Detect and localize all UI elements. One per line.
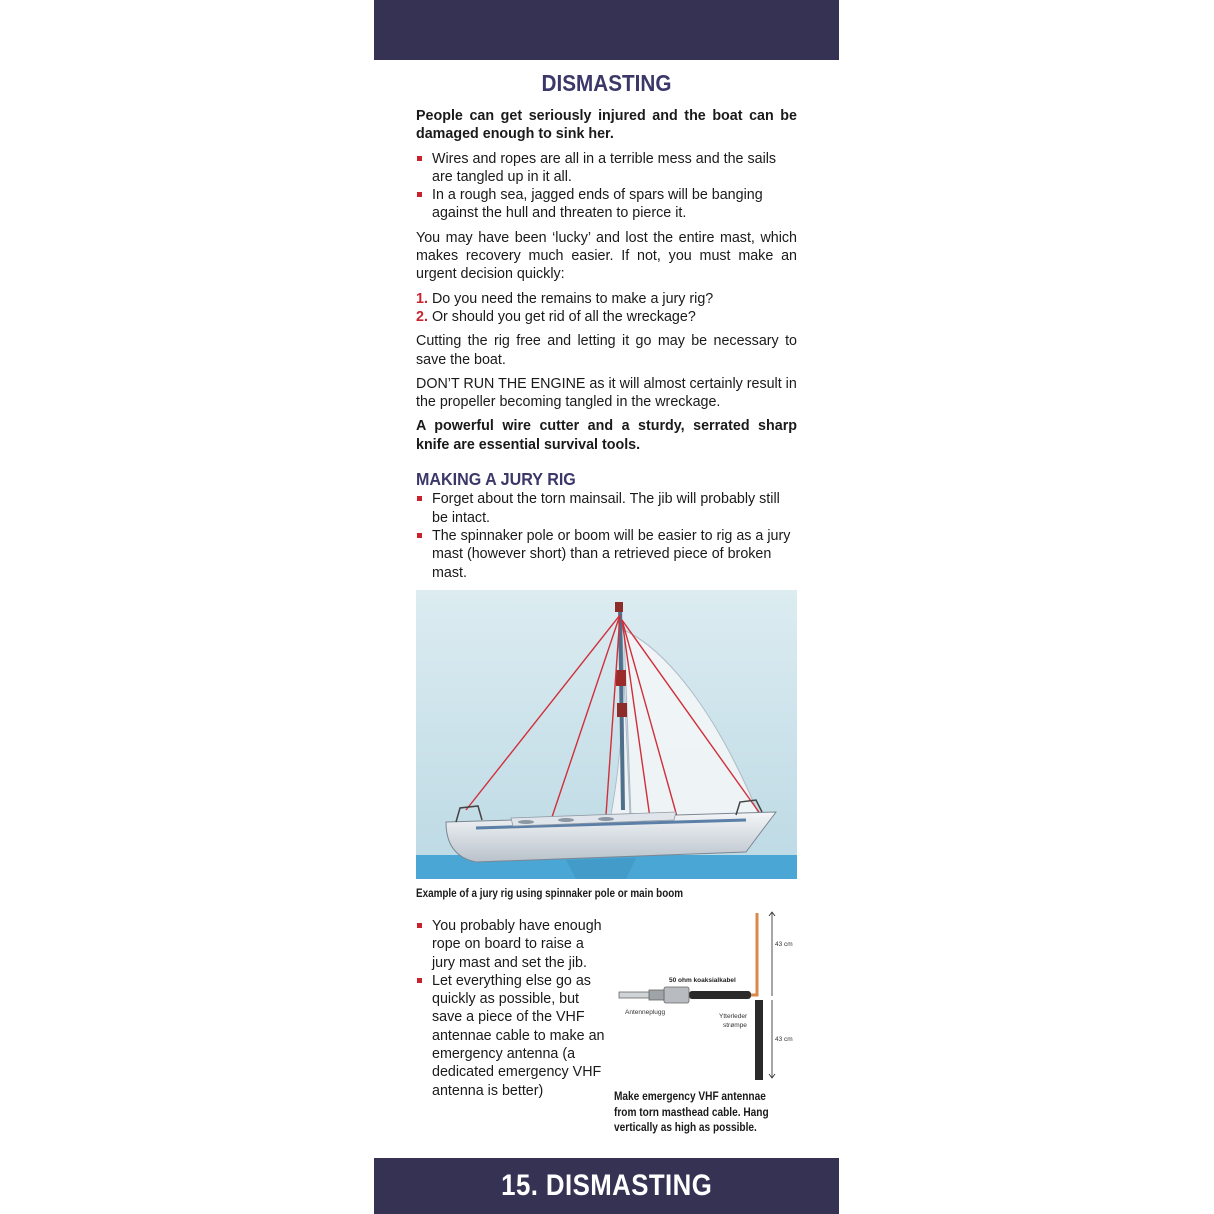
footer-title: 15. DISMASTING	[500, 1169, 713, 1202]
dim-bottom-label: 43 cm	[775, 1036, 793, 1043]
outer-braid	[755, 1000, 763, 1080]
jury-rig-list	[416, 490, 797, 581]
hazard-list	[416, 150, 797, 223]
decision-list	[416, 290, 797, 327]
paragraph-engine: DON’T RUN THE ENGINE as it will almost certainly result in the propeller becoming tangled in the wreckage.	[416, 375, 797, 411]
plug-label: Antenneplugg	[625, 1009, 666, 1016]
paragraph-tools: A powerful wire cutter and a sturdy, serrated sharp knife are essential survival tools.	[416, 418, 797, 453]
illustration-caption: Example of a jury rig using spinnaker pole or main boom	[416, 888, 684, 900]
paragraph-cut-rig: Cutting the rig free and letting it go may be necessary to save the boat.	[416, 333, 797, 368]
list-item: Let everything else go as quickly as possible, but save a piece of the VHF antennae cable to make an emergency antenna (a dedicated emergency VHF antenna is better)	[416, 972, 606, 1100]
antenna-diagram	[609, 908, 809, 1086]
porthole	[598, 817, 614, 821]
top-banner	[374, 0, 839, 60]
item-text: Do you need the remains to make a jury rig?	[431, 290, 714, 307]
keel	[566, 858, 636, 879]
list-item: In a rough sea, jagged ends of spars will be banging against the hull and threaten to pierce it.	[416, 186, 797, 223]
item-number: 1.	[416, 290, 428, 307]
list-item: You probably have enough rope on board to raise a jury mast and set the jib.	[416, 917, 606, 972]
section-heading: MAKING A JURY RIG	[416, 469, 576, 490]
intro-warning: People can get seriously injured and the boat can be damaged enough to sink her.	[416, 108, 797, 143]
porthole	[558, 818, 574, 822]
list-item: The spinnaker pole or boom will be easier to rig as a jury mast (however short) than a retrieved piece of broken mast.	[416, 527, 797, 582]
lashing	[617, 703, 627, 717]
footer-banner	[374, 1158, 839, 1214]
item-text: Or should you get rid of all the wreckage?	[431, 308, 696, 325]
braid-label-1: Ytterleder	[719, 1013, 748, 1020]
list-item	[416, 308, 797, 326]
page-title: DISMASTING	[541, 70, 672, 96]
porthole	[518, 820, 534, 824]
coax-cable	[689, 991, 751, 999]
list-item	[416, 290, 797, 308]
antenna-caption: Make emergency VHF antennae from torn masthead cable. Hang vertically as high as possible.	[614, 1091, 769, 1134]
rope-antenna-text	[416, 917, 606, 1100]
dim-top-label: 43 cm	[775, 941, 793, 948]
jury-rig-illustration	[416, 590, 797, 879]
list-item: Wires and ropes are all in a terrible mess and the sails are tangled up in it all.	[416, 150, 797, 187]
list-item: Forget about the torn mainsail. The jib will probably still be intact.	[416, 490, 797, 527]
cable-label: 50 ohm koaksialkabel	[669, 977, 736, 984]
section-heading-wrap	[416, 470, 797, 490]
page	[374, 0, 839, 1214]
connector-nut	[649, 990, 664, 1000]
masthead	[615, 602, 623, 612]
connector-body	[664, 987, 689, 1003]
paragraph-lucky: You may have been ‘lucky’ and lost the entire mast, which makes recovery much easier. If not, you must make an urgent decision quickly:	[416, 229, 797, 283]
main-text-block	[416, 107, 797, 582]
braid-label-2: strømpe	[723, 1022, 747, 1029]
lashing	[616, 670, 626, 686]
item-number: 2.	[416, 308, 428, 325]
connector-pin	[619, 992, 649, 998]
final-list	[416, 917, 606, 1100]
